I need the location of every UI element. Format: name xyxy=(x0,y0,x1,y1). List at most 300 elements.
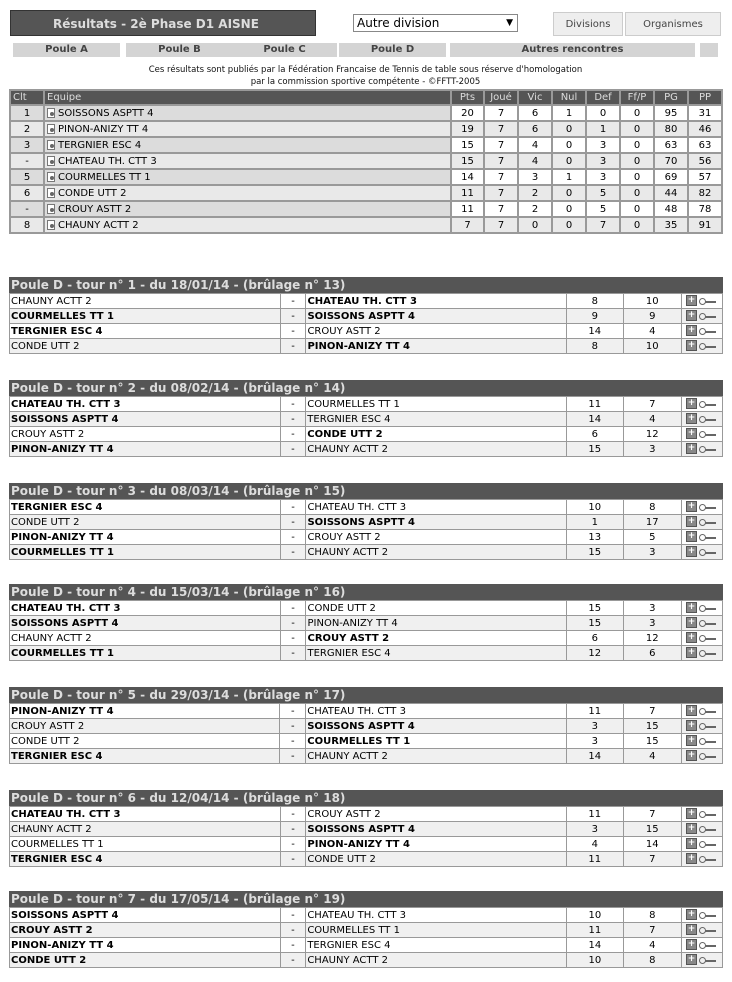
standings-row xyxy=(11,202,721,216)
home-score: 11 xyxy=(567,807,623,821)
match-row xyxy=(10,908,722,922)
away-team: CONDE UTT 2 xyxy=(306,852,566,866)
match-separator: - xyxy=(280,734,305,748)
team-file-icon[interactable] xyxy=(47,156,55,166)
tab-poule-d[interactable]: Poule D xyxy=(339,43,446,57)
standings-pg: 80 xyxy=(655,122,687,136)
match-row xyxy=(10,427,722,441)
standings-team[interactable] xyxy=(45,106,450,120)
away-score: 4 xyxy=(624,749,681,763)
standings-def: 3 xyxy=(587,170,619,184)
away-score: 10 xyxy=(624,294,681,308)
header-bar xyxy=(10,10,721,38)
match-separator: - xyxy=(281,412,306,426)
key-icon[interactable] xyxy=(699,328,716,334)
team-name: COURMELLES TT 1 xyxy=(58,171,151,183)
standings-nul: 0 xyxy=(553,186,585,200)
key-icon[interactable] xyxy=(699,957,716,963)
match-actions xyxy=(682,294,722,308)
away-team: SOISSONS ASPTT 4 xyxy=(306,515,566,529)
expand-plus-icon[interactable]: + xyxy=(687,310,696,321)
away-team: TERGNIER ESC 4 xyxy=(306,412,566,426)
expand-plus-icon[interactable]: + xyxy=(687,939,696,950)
standings-jou: 7 xyxy=(485,202,517,216)
standings-pp: 78 xyxy=(689,202,721,216)
match-actions xyxy=(682,719,722,733)
key-icon[interactable] xyxy=(699,753,716,759)
standings-nul: 0 xyxy=(553,122,585,136)
expand-plus-icon[interactable]: + xyxy=(687,340,696,351)
match-actions xyxy=(682,442,722,456)
away-team: COURMELLES TT 1 xyxy=(306,923,566,937)
round-title: Poule D - tour n° 6 - du 12/04/14 - (brûlage n° 18) xyxy=(9,790,723,806)
standings-pg: 48 xyxy=(655,202,687,216)
key-icon[interactable] xyxy=(699,826,716,832)
away-team: COURMELLES TT 1 xyxy=(306,734,566,748)
match-actions xyxy=(682,545,722,559)
away-score: 12 xyxy=(624,427,681,441)
standings-row xyxy=(11,106,721,120)
key-icon[interactable] xyxy=(699,416,716,422)
away-team: TERGNIER ESC 4 xyxy=(306,938,566,952)
key-icon[interactable] xyxy=(699,708,716,714)
home-score: 4 xyxy=(567,837,623,851)
standings-nul: 1 xyxy=(553,170,585,184)
standings-jou: 7 xyxy=(485,154,517,168)
standings-pts: 11 xyxy=(452,186,483,200)
home-team: CHAUNY ACTT 2 xyxy=(10,631,280,645)
standings-pp: 46 xyxy=(689,122,721,136)
match-separator: - xyxy=(281,837,306,851)
match-actions xyxy=(682,397,722,411)
match-separator: - xyxy=(281,601,306,615)
key-icon[interactable] xyxy=(699,446,716,452)
team-name: CONDE UTT 2 xyxy=(58,187,127,199)
away-team: CHATEAU TH. CTT 3 xyxy=(306,500,566,514)
home-team: CHAUNY ACTT 2 xyxy=(10,822,280,836)
standings-vic: 0 xyxy=(519,218,551,232)
standings-table xyxy=(9,89,723,234)
key-icon[interactable] xyxy=(699,401,716,407)
team-name: TERGNIER ESC 4 xyxy=(58,139,142,151)
standings-team[interactable] xyxy=(45,138,450,152)
poule-tabs xyxy=(10,43,721,57)
expand-plus-icon[interactable]: + xyxy=(687,325,696,336)
round-title: Poule D - tour n° 1 - du 18/01/14 - (brûlage n° 13) xyxy=(9,277,723,293)
round-4 xyxy=(9,584,723,661)
home-team: COURMELLES TT 1 xyxy=(10,837,280,851)
home-team: CHAUNY ACTT 2 xyxy=(10,294,280,308)
standings-def: 3 xyxy=(587,154,619,168)
standings-pg: 95 xyxy=(655,106,687,120)
match-actions xyxy=(682,646,722,660)
standings-pp: 57 xyxy=(689,170,721,184)
standings-vic: 2 xyxy=(519,186,551,200)
expand-plus-icon[interactable]: + xyxy=(687,735,696,746)
round-matches-table xyxy=(9,907,723,968)
home-score: 8 xyxy=(567,294,623,308)
match-separator: - xyxy=(281,923,306,937)
standings-pp: 31 xyxy=(689,106,721,120)
match-actions xyxy=(682,923,722,937)
key-icon[interactable] xyxy=(699,650,716,656)
expand-plus-icon[interactable]: + xyxy=(687,443,696,454)
home-team: CHATEAU TH. CTT 3 xyxy=(10,807,280,821)
standings-row xyxy=(11,138,721,152)
match-row xyxy=(10,339,722,353)
standings-pts: 7 xyxy=(452,218,483,232)
home-score: 11 xyxy=(567,704,623,718)
key-icon[interactable] xyxy=(699,723,716,729)
home-team: CHATEAU TH. CTT 3 xyxy=(10,397,280,411)
match-row xyxy=(10,294,722,308)
key-icon[interactable] xyxy=(699,504,716,510)
away-score: 7 xyxy=(624,704,681,718)
match-row xyxy=(10,530,722,544)
standings-ffp: 0 xyxy=(621,154,653,168)
team-file-icon[interactable] xyxy=(47,140,55,150)
standings-def: 5 xyxy=(587,202,619,216)
expand-plus-icon[interactable]: + xyxy=(687,954,696,965)
key-icon[interactable] xyxy=(699,912,716,918)
expand-plus-icon[interactable]: + xyxy=(687,602,696,613)
match-row xyxy=(10,719,722,733)
expand-plus-icon[interactable]: + xyxy=(687,705,696,716)
match-separator: - xyxy=(281,442,306,456)
standings-def: 0 xyxy=(587,106,619,120)
match-separator: - xyxy=(281,545,306,559)
home-team: SOISSONS ASPTT 4 xyxy=(10,616,280,630)
standings-nul: 0 xyxy=(553,138,585,152)
match-separator: - xyxy=(281,530,306,544)
away-team: CHAUNY ACTT 2 xyxy=(306,545,566,559)
round-title: Poule D - tour n° 2 - du 08/02/14 - (brûlage n° 14) xyxy=(9,380,723,396)
match-row xyxy=(10,309,722,323)
home-team: CROUY ASTT 2 xyxy=(10,923,280,937)
match-actions xyxy=(682,837,722,851)
standings-pg: 69 xyxy=(655,170,687,184)
match-actions xyxy=(682,339,722,353)
standings-team[interactable] xyxy=(45,186,450,200)
expand-plus-icon[interactable]: + xyxy=(687,617,696,628)
expand-plus-icon[interactable]: + xyxy=(687,823,696,834)
round-3 xyxy=(9,483,723,560)
team-name: SOISSONS ASPTT 4 xyxy=(58,107,154,119)
tab-poule-a[interactable]: Poule A xyxy=(13,43,120,57)
away-team: CHAUNY ACTT 2 xyxy=(306,953,566,967)
standings-pg: 44 xyxy=(655,186,687,200)
match-actions xyxy=(682,309,722,323)
standings-rank: 1 xyxy=(11,106,43,120)
team-file-icon[interactable] xyxy=(47,188,55,198)
match-separator: - xyxy=(281,515,306,529)
key-icon[interactable] xyxy=(699,549,716,555)
standings-team[interactable] xyxy=(45,202,450,216)
key-icon[interactable] xyxy=(699,343,716,349)
match-row xyxy=(10,601,722,615)
standings-def: 1 xyxy=(587,122,619,136)
away-score: 10 xyxy=(624,339,681,353)
match-actions xyxy=(682,822,722,836)
standings-vic: 6 xyxy=(519,122,551,136)
expand-plus-icon[interactable]: + xyxy=(687,398,696,409)
match-row xyxy=(10,734,722,748)
standings-pg: 63 xyxy=(655,138,687,152)
division-select[interactable] xyxy=(353,14,518,32)
col-ffp: Ff/P xyxy=(621,91,653,104)
home-score: 14 xyxy=(567,938,623,952)
round-title: Poule D - tour n° 4 - du 15/03/14 - (brûlage n° 16) xyxy=(9,584,723,600)
key-icon[interactable] xyxy=(699,313,716,319)
home-score: 1 xyxy=(567,515,623,529)
match-actions xyxy=(682,953,722,967)
match-separator: - xyxy=(281,908,306,922)
expand-plus-icon[interactable]: + xyxy=(687,546,696,557)
key-icon[interactable] xyxy=(699,942,716,948)
round-title: Poule D - tour n° 3 - du 08/03/14 - (brûlage n° 15) xyxy=(9,483,723,499)
home-score: 6 xyxy=(567,427,623,441)
away-score: 7 xyxy=(624,852,681,866)
match-actions xyxy=(682,938,722,952)
away-score: 15 xyxy=(624,822,681,836)
home-team: TERGNIER ESC 4 xyxy=(10,500,280,514)
home-team: TERGNIER ESC 4 xyxy=(10,324,280,338)
match-actions xyxy=(682,601,722,615)
expand-plus-icon[interactable]: + xyxy=(687,413,696,424)
home-team: TERGNIER ESC 4 xyxy=(10,749,279,763)
standings-pts: 15 xyxy=(452,154,483,168)
standings-rank: 5 xyxy=(11,170,43,184)
standings-def: 7 xyxy=(587,218,619,232)
expand-plus-icon[interactable]: + xyxy=(687,924,696,935)
match-row xyxy=(10,397,722,411)
team-file-icon[interactable] xyxy=(47,124,55,134)
standings-rank: 3 xyxy=(11,138,43,152)
key-icon[interactable] xyxy=(699,927,716,933)
match-actions xyxy=(682,616,722,630)
key-icon[interactable] xyxy=(699,620,716,626)
page-title: Résultats - 2è Phase D1 AISNE xyxy=(10,10,316,36)
standings-rank: - xyxy=(11,154,43,168)
home-team: COURMELLES TT 1 xyxy=(10,545,280,559)
round-matches-table xyxy=(9,703,723,764)
home-team: CONDE UTT 2 xyxy=(10,953,280,967)
match-row xyxy=(10,646,722,660)
home-score: 11 xyxy=(567,852,623,866)
expand-plus-icon[interactable]: + xyxy=(687,647,696,658)
organismes-link[interactable]: Organismes xyxy=(625,12,721,36)
standings-vic: 6 xyxy=(519,106,551,120)
standings-pts: 20 xyxy=(452,106,483,120)
key-icon[interactable] xyxy=(699,738,716,744)
home-team: COURMELLES TT 1 xyxy=(10,646,280,660)
match-separator: - xyxy=(281,339,306,353)
standings-header-row xyxy=(11,91,721,104)
away-team: COURMELLES TT 1 xyxy=(306,397,566,411)
away-score: 7 xyxy=(624,397,681,411)
away-score: 3 xyxy=(624,616,681,630)
match-row xyxy=(10,704,722,718)
round-2 xyxy=(9,380,723,457)
away-score: 15 xyxy=(624,734,681,748)
away-score: 8 xyxy=(624,953,681,967)
home-score: 10 xyxy=(567,908,623,922)
match-row xyxy=(10,324,722,338)
expand-plus-icon[interactable]: + xyxy=(687,516,696,527)
match-actions xyxy=(682,500,722,514)
tab-poule-b[interactable]: Poule B xyxy=(126,43,233,57)
away-score: 3 xyxy=(624,601,681,615)
match-row xyxy=(10,500,722,514)
match-row xyxy=(10,631,722,645)
match-separator: - xyxy=(281,616,306,630)
expand-plus-icon[interactable]: + xyxy=(687,838,696,849)
expand-plus-icon[interactable]: + xyxy=(687,632,696,643)
match-separator: - xyxy=(281,397,306,411)
key-icon[interactable] xyxy=(699,811,716,817)
key-icon[interactable] xyxy=(699,519,716,525)
standings-pg: 70 xyxy=(655,154,687,168)
round-title: Poule D - tour n° 5 - du 29/03/14 - (brûlage n° 17) xyxy=(9,687,723,703)
standings-team[interactable] xyxy=(45,154,450,168)
home-team: SOISSONS ASPTT 4 xyxy=(10,412,280,426)
divisions-link[interactable]: Divisions xyxy=(553,12,623,36)
expand-plus-icon[interactable]: + xyxy=(687,501,696,512)
key-icon[interactable] xyxy=(699,431,716,437)
match-actions xyxy=(682,515,722,529)
col-clt: Clt xyxy=(11,91,43,104)
standings-jou: 7 xyxy=(485,138,517,152)
home-score: 11 xyxy=(567,397,623,411)
standings-pts: 15 xyxy=(452,138,483,152)
team-file-icon[interactable] xyxy=(47,220,55,230)
match-row xyxy=(10,923,722,937)
standings-pp: 56 xyxy=(689,154,721,168)
standings-nul: 1 xyxy=(553,106,585,120)
match-separator: - xyxy=(281,294,306,308)
key-icon[interactable] xyxy=(699,841,716,847)
standings-rank: 2 xyxy=(11,122,43,136)
round-matches-table xyxy=(9,600,723,661)
away-team: CONDE UTT 2 xyxy=(306,601,566,615)
homologation-notice xyxy=(10,64,721,88)
key-icon[interactable] xyxy=(699,534,716,540)
col-nul: Nul xyxy=(553,91,585,104)
away-team: CHATEAU TH. CTT 3 xyxy=(306,908,566,922)
key-icon[interactable] xyxy=(699,605,716,611)
match-separator: - xyxy=(280,704,305,718)
division-select-value: Autre division xyxy=(357,16,440,30)
standings-vic: 3 xyxy=(519,170,551,184)
away-team: CONDE UTT 2 xyxy=(306,427,566,441)
tab-spacer xyxy=(700,43,718,57)
expand-plus-icon[interactable]: + xyxy=(687,720,696,731)
team-file-icon[interactable] xyxy=(47,108,55,118)
round-5 xyxy=(9,687,723,764)
standings-nul: 0 xyxy=(553,202,585,216)
standings-rank: 8 xyxy=(11,218,43,232)
away-team: CHATEAU TH. CTT 3 xyxy=(306,294,566,308)
away-team: CROUY ASTT 2 xyxy=(306,631,566,645)
home-score: 15 xyxy=(567,442,623,456)
match-separator: - xyxy=(281,822,306,836)
tab-poule-c[interactable]: Poule C xyxy=(232,43,337,57)
away-score: 15 xyxy=(624,719,681,733)
away-team: TERGNIER ESC 4 xyxy=(306,646,566,660)
col-joue: Joué xyxy=(485,91,517,104)
standings-ffp: 0 xyxy=(621,106,653,120)
round-6 xyxy=(9,790,723,867)
away-score: 3 xyxy=(624,545,681,559)
away-score: 4 xyxy=(624,938,681,952)
standings-pp: 91 xyxy=(689,218,721,232)
standings-team[interactable] xyxy=(45,170,450,184)
away-team: CHATEAU TH. CTT 3 xyxy=(306,704,566,718)
round-title: Poule D - tour n° 7 - du 17/05/14 - (brûlage n° 19) xyxy=(9,891,723,907)
tab-autres-rencontres[interactable]: Autres rencontres xyxy=(450,43,695,57)
standings-team[interactable] xyxy=(45,122,450,136)
standings-row xyxy=(11,122,721,136)
expand-plus-icon[interactable]: + xyxy=(687,295,696,306)
standings-pts: 14 xyxy=(452,170,483,184)
home-score: 6 xyxy=(567,631,623,645)
col-pp: PP xyxy=(689,91,721,104)
expand-plus-icon[interactable]: + xyxy=(687,808,696,819)
away-score: 7 xyxy=(624,923,681,937)
key-icon[interactable] xyxy=(699,298,716,304)
expand-plus-icon[interactable]: + xyxy=(687,531,696,542)
standings-rank: - xyxy=(11,202,43,216)
expand-plus-icon[interactable]: + xyxy=(687,853,696,864)
away-team: SOISSONS ASPTT 4 xyxy=(306,719,566,733)
standings-pg: 35 xyxy=(655,218,687,232)
home-team: PINON-ANIZY TT 4 xyxy=(10,442,280,456)
expand-plus-icon[interactable]: + xyxy=(687,909,696,920)
key-icon[interactable] xyxy=(699,856,716,862)
match-separator: - xyxy=(281,852,306,866)
away-team: CROUY ASTT 2 xyxy=(306,807,566,821)
away-team: PINON-ANIZY TT 4 xyxy=(306,339,566,353)
home-score: 3 xyxy=(567,822,623,836)
standings-ffp: 0 xyxy=(621,218,653,232)
team-file-icon[interactable] xyxy=(47,204,55,214)
key-icon[interactable] xyxy=(699,635,716,641)
home-score: 9 xyxy=(567,309,623,323)
away-score: 8 xyxy=(624,500,681,514)
standings-vic: 4 xyxy=(519,154,551,168)
col-def: Def xyxy=(587,91,619,104)
chevron-down-icon: ▼ xyxy=(506,18,513,28)
team-file-icon[interactable] xyxy=(47,172,55,182)
away-team: CROUY ASTT 2 xyxy=(306,530,566,544)
away-score: 8 xyxy=(624,908,681,922)
away-team: PINON-ANIZY TT 4 xyxy=(306,616,566,630)
standings-ffp: 0 xyxy=(621,138,653,152)
match-separator: - xyxy=(281,427,306,441)
home-team: PINON-ANIZY TT 4 xyxy=(10,530,280,544)
match-actions xyxy=(682,530,722,544)
standings-pp: 63 xyxy=(689,138,721,152)
match-actions xyxy=(682,704,722,718)
standings-ffp: 0 xyxy=(621,186,653,200)
expand-plus-icon[interactable]: + xyxy=(687,428,696,439)
expand-plus-icon[interactable]: + xyxy=(687,750,696,761)
match-actions xyxy=(682,412,722,426)
home-score: 10 xyxy=(567,953,623,967)
standings-team[interactable] xyxy=(45,218,450,232)
notice-line-2: par la commission sportive compétente - ©FFTT-2005 xyxy=(250,77,481,87)
standings-pts: 11 xyxy=(452,202,483,216)
